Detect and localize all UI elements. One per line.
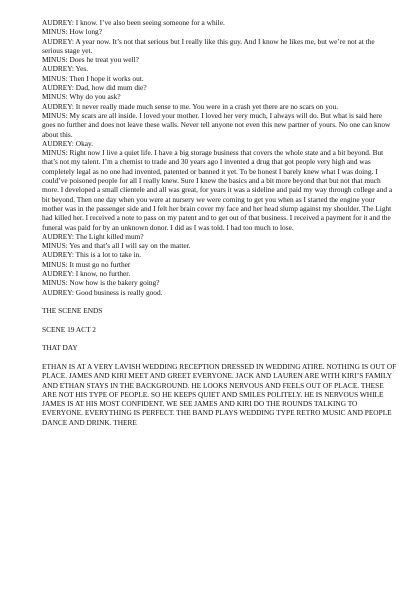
dialogue-line: AUDREY: The Light killed mum? xyxy=(42,231,144,241)
spacer xyxy=(42,316,397,325)
scene-heading: SCENE 19 ACT 2 xyxy=(42,324,96,334)
dialogue-line: MINUS: Does he treat you well? xyxy=(42,55,139,65)
dialogue-line: AUDREY: I know. I’ve also been seeing someone for a while. xyxy=(42,18,225,27)
spacer xyxy=(42,334,397,343)
spacer xyxy=(42,353,397,362)
dialogue-paragraph: AUDREY: A year now. It’s not that serious but I really like this guy. And I know he likes me, but we’re not at the serious stage yet. xyxy=(42,36,375,55)
dialogue-line: AUDREY: Dad, how did mum die? xyxy=(42,83,147,93)
dialogue-line: MINUS: Why do you ask? xyxy=(42,92,121,102)
dialogue-line: AUDREY: Okay. xyxy=(42,138,94,148)
dialogue-paragraph: MINUS: Right now I live a quiet life. I have a big storage business that covers the whole state and a bit beyond. But that’s not my talent. I’m a chemist to trade and 30 years ago I invented a drug that got people very high and was completely legal as no one had invented, patented or banned it yet. To be honest I barely knew what I was doing. I could’ve poisoned people for all I really knew. Sure I knew the basics and a bit more beyond that but not that much more. I developed a small clientele and all was great, for years it was a sideline and paid my way through college and a bit beyond. Then one day when you were at nursery we were coming to get you when as I started the engine your mother was in the passenger side and I felt her brain cover my face and her head slump against my shoulder. The Light had killed her. I received a note to pass on my patent and to get out of that business. I received a payment for it and the funeral was paid for by an unknown donor. I did as I was told. I had too much to lose. xyxy=(42,148,393,232)
dialogue-line: MINUS: It must go no further xyxy=(42,259,131,269)
dialogue-line: MINUS: How long? xyxy=(42,27,102,37)
dialogue-line: AUDREY: This is a lot to take in. xyxy=(42,250,142,260)
document-page xyxy=(42,18,397,427)
dialogue-line: AUDREY: Good business is really good. xyxy=(42,287,163,297)
scene-end: THE SCENE ENDS xyxy=(42,306,103,316)
dialogue-paragraph: AUDREY: It never really made much sense to me. You were in a crash yet there are no scars on you. xyxy=(42,101,339,111)
dialogue-line: MINUS: Now how is the bakery going? xyxy=(42,278,160,288)
dialogue-line: AUDREY: I know, no further. xyxy=(42,269,131,279)
action-paragraph: ETHAN IS AT A VERY LAVISH WEDDING RECEPTION DRESSED IN WEDDING ATIRE. NOTHING IS OUT OF PLACE. JAMES AND KIRI MEET AND GREET EVERYONE. JACK AND LAUREN ARE WITH KIRI’S FAMILY AND ETHAN STAYS IN THE BACKGROUND. HE LOOKS NERVOUS AND FEELS OUT OF PLACE. THESE ARE NOT HIS TYPE OF PEOPLE. SO HE KEEPS QUIET AND SMILES POLITELY. HE IS NERVOUS WHILE JAMES IS AT HIS MOST CONFIDENT. WE SEE JAMES AND KIRI DO THE ROUNDS TALKING TO EVERYONE. EVERYTHING IS PERFECT. THE BAND PLAYS WEDDING TYPE RETRO MUSIC AND PEOPLE DANCE AND DRINK. THERE xyxy=(42,361,397,427)
time-heading: THAT DAY xyxy=(42,343,78,353)
dialogue-paragraph: MINUS: My scars are all inside. I loved your mother. I loved her very much, I always will do. But what is said here goes no further and does not leave these walls. Never tell anyone not even this new partner of yours. No one can know about this. xyxy=(42,110,391,139)
dialogue-line: MINUS: Yes and that’s all I will say on the matter. xyxy=(42,241,191,251)
dialogue-line: AUDREY: Yes. xyxy=(42,64,89,74)
spacer xyxy=(42,297,397,306)
dialogue-line: MINUS: Then I hope it works out. xyxy=(42,73,144,83)
